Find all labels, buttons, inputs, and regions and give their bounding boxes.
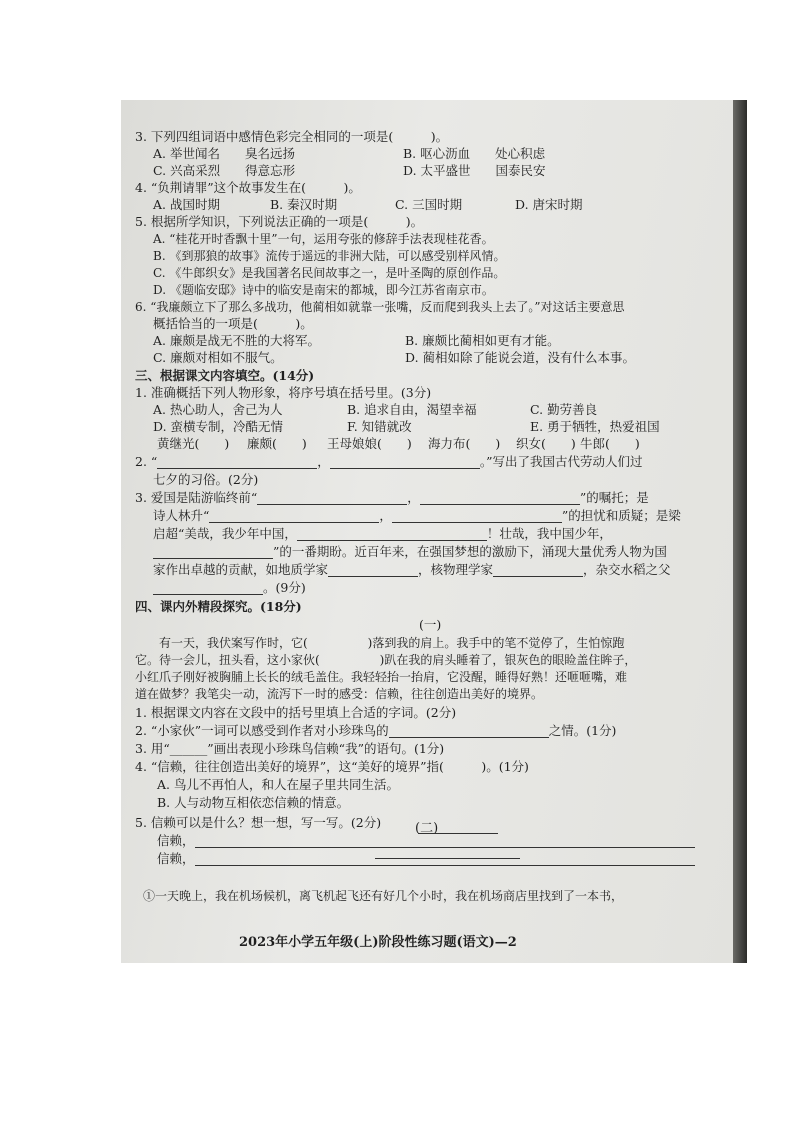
q3-option-b: B. 呕心沥血 处心积虑 <box>403 146 546 161</box>
document-photo <box>121 100 747 963</box>
s4-q1: 1. 根据课文内容在文段中的括号里填上合适的字词。(2分) <box>135 705 457 720</box>
q4-option-b: B. 秦汉时期 <box>270 197 338 212</box>
part2-text-line1: ①一天晚上，我在机场候机，离飞机起飞还有好几个小时，我在机场商店里找到了一本书， <box>143 889 624 903</box>
part1-label: (一) <box>419 617 442 632</box>
s3-q3-blank8[interactable] <box>493 565 583 577</box>
s3-q1-option-a: A. 热心助人，舍己为人 <box>153 402 283 417</box>
s3-q3-blank1[interactable] <box>257 493 407 505</box>
s4-q2-blank[interactable] <box>389 726 549 738</box>
title-blank-line <box>375 858 520 859</box>
s3-q3-line3 <box>153 527 612 541</box>
q6-option-c: C. 廉颇对相如不服气。 <box>153 350 283 365</box>
s3-q3-l6a: 。(9分) <box>263 580 306 595</box>
passage-line-3: 小红爪子刚好被胸脯上长长的绒毛盖住。我轻轻抬一抬肩，它没醒，睡得好熟！还咂咂嘴，难 <box>135 670 628 684</box>
person-wangmuniangniang: 王母娘娘( ) <box>327 436 412 451</box>
q5-option-d: D. 《题临安邸》诗中的临安是南宋的都城，即今江苏省南京市。 <box>153 283 494 297</box>
s3-q3-l2a: 诗人林升“ <box>153 508 210 523</box>
photo-dark-edge <box>733 100 747 963</box>
section4-title: 四、课内外精段探究。(18分) <box>135 599 302 614</box>
s3-q3-l3a: 启超“美哉，我少年中国， <box>153 526 297 541</box>
q6-option-b: B. 廉颇比蔺相如更有才能。 <box>405 333 560 348</box>
s3-q1-option-c: C. 勤劳善良 <box>530 402 598 417</box>
s4-q5: 5. 信赖可以是什么？想一想，写一写。(2分) <box>135 815 382 830</box>
s3-q1-option-e: E. 勇于牺牲，热爱祖国 <box>530 419 660 434</box>
s3-q3-line2 <box>153 509 681 523</box>
q5-option-b: B. 《到那狼的故事》流传于遥远的非洲大陆，可以感受别样风情。 <box>153 249 506 263</box>
part2-divider <box>418 833 498 834</box>
s3-q3-blank9[interactable] <box>153 583 263 595</box>
s3-q1-option-f: F. 知错就改 <box>347 419 412 434</box>
passage-line-4: 道在做梦？我笔尖一动，流泻下一时的感受：信赖，往往创造出美好的境界。 <box>135 687 544 701</box>
s3-q3-blank5[interactable] <box>297 529 487 541</box>
s3-q3-blank2[interactable] <box>420 493 580 505</box>
q3-option-a: A. 举世闻名 臭名远扬 <box>153 146 295 161</box>
part2-label: (二) <box>415 821 439 836</box>
s3-q3-l5c: ，杂交水稻之父 <box>583 562 671 577</box>
s3-q3-l1c: ”的嘱托；是 <box>579 490 649 505</box>
s4-q5-label2: 信赖， <box>157 851 195 866</box>
s3-q3-l5b: ，核物理学家 <box>418 562 494 577</box>
s3-q1-option-d: D. 蛮横专制，冷酷无情 <box>153 419 284 434</box>
q3-stem: 3. 下列四组词语中感情色彩完全相同的一项是( )。 <box>135 129 449 144</box>
s3-q3-line1 <box>135 491 649 505</box>
s3-q3-line5 <box>153 563 671 577</box>
q3-option-d: D. 太平盛世 国泰民安 <box>403 163 546 178</box>
s4-q4-option-b: B. 人与动物互相依恋信赖的情意。 <box>157 795 350 810</box>
s3-q2-line1 <box>135 455 642 469</box>
q4-option-a: A. 战国时期 <box>153 197 220 212</box>
s3-q1-stem: 1. 准确概括下列人物形象，将序号填在括号里。(3分) <box>135 385 432 400</box>
q6-option-d: D. 蔺相如除了能说会道，没有什么本事。 <box>405 350 636 365</box>
s3-q1-option-b: B. 追求自由，渴望幸福 <box>347 402 477 417</box>
s4-q5-line2 <box>157 852 695 866</box>
page-footer: 2023年小学五年级(上)阶段性练习题(语文)—2 <box>239 935 517 950</box>
person-hailibu: 海力布( ) <box>428 436 501 451</box>
s3-q3-blank6[interactable] <box>153 547 273 559</box>
s4-q5-line1 <box>157 834 695 848</box>
s4-q2-line <box>135 724 616 738</box>
passage-line-1: 有一天，我伏案写作时，它( )落到我的肩上。我手中的笔不觉停了，生怕惊跑 <box>135 636 625 650</box>
s4-q2a: 2. “小家伙”一词可以感受到作者对小珍珠鸟的 <box>135 723 389 738</box>
s3-q3-blank4[interactable] <box>392 511 562 523</box>
s3-q3-line6 <box>153 581 306 595</box>
s3-q3-l2b: ， <box>379 508 392 523</box>
s3-q3-l4a: ”的一番期盼。近百年来，在强国梦想的激励下，涌现大量优秀人物为国 <box>273 544 667 559</box>
q4-stem: 4. “负荆请罪”这个故事发生在( )。 <box>135 180 361 195</box>
s3-q2-mid: ， <box>317 454 330 469</box>
s3-q2-prefix: 2. “ <box>135 454 158 469</box>
s3-q3-l5a: 家作出卓越的贡献，如地质学家 <box>153 562 329 577</box>
q6-stem-line1: 6. “我廉颇立下了那么多战功，他蔺相如就靠一张嘴，反而爬到我头上去了。”对这话主要意思 <box>135 300 625 314</box>
s3-q3-l2c: ”的担忧和质疑；是梁 <box>561 508 681 523</box>
s4-q4: 4. “信赖，往往创造出美好的境界”，这“美好的境界”指( )。(1分) <box>135 759 529 774</box>
s4-q5-blank1[interactable] <box>195 836 695 848</box>
s3-q3-blank7[interactable] <box>328 565 418 577</box>
q3-option-c: C. 兴高采烈 得意忘形 <box>153 163 296 178</box>
q5-stem: 5. 根据所学知识，下列说法正确的一项是( )。 <box>135 214 424 229</box>
s3-q3-l3b: ！壮哉，我中国少年， <box>486 526 612 541</box>
s4-q4-option-a: A. 鸟儿不再怕人，和人在屋子里共同生活。 <box>157 777 399 792</box>
q5-option-a: A. “桂花开时香飘十里”一句，运用夸张的修辞手法表现桂花香。 <box>153 232 494 246</box>
s3-q2-suffix: 。”写出了我国古代劳动人们过 <box>479 454 643 469</box>
q4-option-c: C. 三国时期 <box>395 197 463 212</box>
s3-q2-line2: 七夕的习俗。(2分) <box>153 472 259 487</box>
s3-q2-blank2[interactable] <box>330 457 480 469</box>
q4-option-d: D. 唐宋时期 <box>515 197 583 212</box>
s3-q3-l1a: 3. 爱国是陆游临终前“ <box>135 490 258 505</box>
q6-option-a: A. 廉颇是战无不胜的大将军。 <box>153 333 320 348</box>
person-niulang: 牛郎( ) <box>580 436 640 451</box>
s3-q2-blank1[interactable] <box>157 457 317 469</box>
s4-q5-label1: 信赖， <box>157 833 195 848</box>
s4-q3: 3. 用“______”画出表现小珍珠鸟信赖“我”的语句。(1分) <box>135 741 445 756</box>
s4-q2b: 之情。(1分) <box>548 723 617 738</box>
q5-option-c: C. 《牛郎织女》是我国著名民间故事之一，是叶圣陶的原创作品。 <box>153 266 506 280</box>
person-zhinv: 织女( ) <box>516 436 576 451</box>
s3-q3-l1b: ， <box>407 490 420 505</box>
s4-q5-blank2[interactable] <box>195 854 695 866</box>
section3-title: 三、根据课文内容填空。(14分) <box>135 368 315 383</box>
person-huangjiguang: 黄继光( ) <box>157 436 230 451</box>
s3-q3-line4 <box>153 545 667 559</box>
q6-stem-line2: 概括恰当的一项是( )。 <box>153 316 313 331</box>
person-lianpo: 廉颇( ) <box>247 436 307 451</box>
passage-line-2: 它。待一会儿，扭头看，这小家伙( )趴在我的肩头睡着了，银灰色的眼睑盖住眸子， <box>135 653 637 667</box>
s3-q3-blank3[interactable] <box>209 511 379 523</box>
